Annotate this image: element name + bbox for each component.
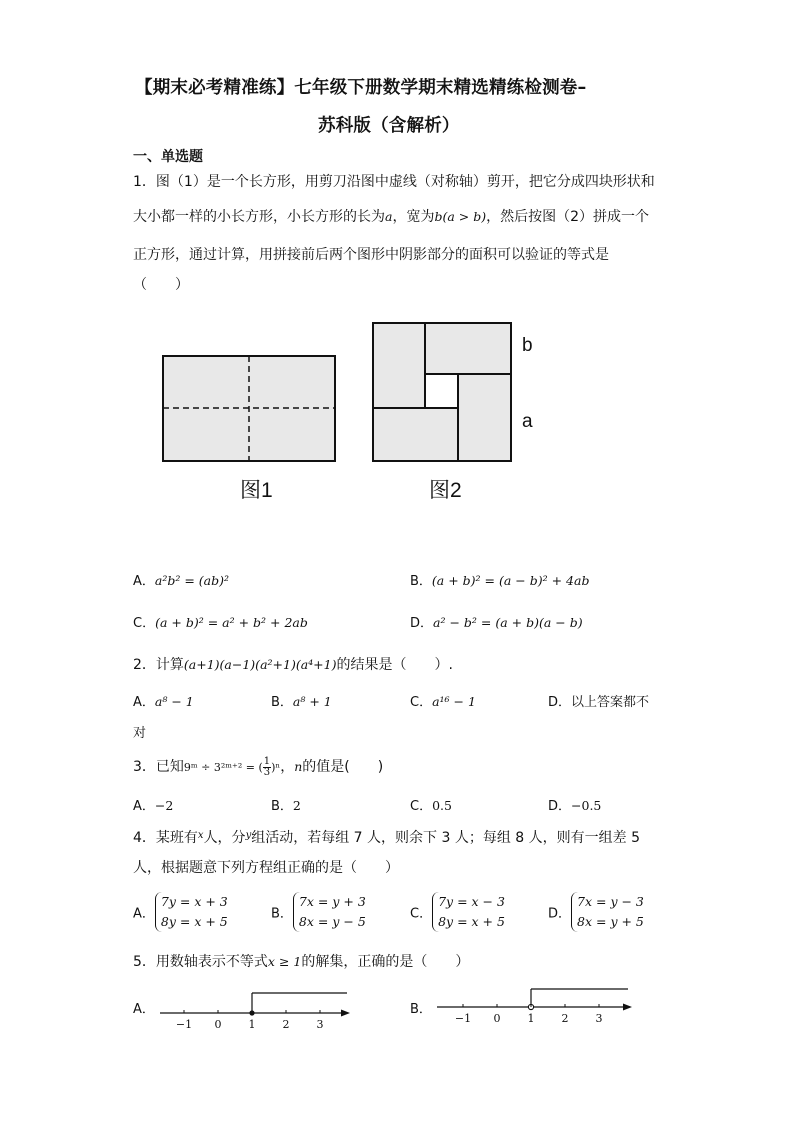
q3-prefix: 3．已知 (133, 759, 184, 775)
q4-option-b-eq1: 7x = y + 3 (298, 894, 366, 909)
number-line-a-tick-label: 3 (316, 1018, 324, 1031)
q5-suffix: 的解集，正确的是（ ） (301, 954, 470, 970)
q1-option-d-label: D． (410, 616, 434, 631)
q4-line-1 (133, 827, 640, 847)
q4-option-a-system (155, 892, 228, 932)
number-line-a-tick-label: −1 (175, 1018, 193, 1031)
q2-option-b-label: B． (271, 695, 293, 710)
q3-option-b-text: 2 (292, 798, 301, 813)
q1-option-a[interactable] (133, 570, 229, 589)
q1-option-a-label: A． (133, 574, 155, 589)
q4-var-x: x (197, 830, 204, 841)
q3-option-b[interactable] (271, 795, 301, 814)
figure-2-center-hole (425, 374, 458, 408)
number-line-b-tick-label: −1 (454, 1012, 472, 1025)
q4-var-y: y (245, 830, 252, 841)
q1-line-3: 正方形，通过计算，用拼接前后两个图形中阴影部分的面积可以验证的等式是 (133, 247, 609, 263)
q4-line-1-a: 4．某班有 (133, 830, 198, 846)
q2-option-d-text: 以上答案都不 (571, 695, 650, 710)
q2-prefix: 2．计算 (133, 657, 184, 673)
figure-2-square (370, 320, 516, 466)
figure-1-rectangle (160, 353, 340, 465)
q4-option-a[interactable] (133, 892, 228, 932)
q4-option-c[interactable] (410, 892, 505, 932)
q3-fraction-denominator: 3 (263, 766, 271, 778)
q4-option-d-eq2: 8x = y + 5 (577, 914, 644, 929)
q5-prefix: 5．用数轴表示不等式 (133, 954, 268, 970)
q2-option-d-label: D． (548, 695, 572, 710)
title-line-1: 【期末必考精准练】七年级下册数学期末精选精练检测卷– (135, 78, 587, 98)
q4-option-d-system (571, 892, 644, 932)
q3-option-d-label: D． (548, 799, 572, 814)
q1-option-d[interactable] (410, 612, 583, 631)
q3-fraction-numerator: 1 (263, 755, 271, 767)
q2-expression: (a+1)(a−1)(a²+1)(a⁴+1) (183, 657, 337, 672)
q4-option-d[interactable] (548, 892, 644, 932)
q1-var-a: a (385, 209, 393, 224)
q4-option-a-label: A． (133, 906, 155, 922)
section-heading: 一、单选题 (133, 149, 203, 165)
number-line-a-tick-label: 1 (248, 1018, 256, 1031)
q1-line-2-a: 大小都一样的小长方形，小长方形的长为 (133, 209, 385, 225)
q1-line-2 (133, 206, 649, 226)
q1-option-b-text: (a + b)² = (a − b)² + 4ab (431, 573, 590, 588)
q3-comma: ， (280, 759, 295, 775)
figure-2-label: 图2 (429, 479, 462, 502)
q3-option-d[interactable] (548, 795, 601, 814)
number-line-b-tick-label: 2 (561, 1012, 569, 1025)
q4-option-c-eq1: 7y = x − 3 (438, 894, 505, 909)
q4-option-b-system (293, 892, 366, 932)
q3-stem (133, 756, 383, 778)
q3-option-d-text: −0.5 (571, 798, 602, 813)
q1-condition: (a > b) (442, 209, 487, 224)
figure-2-label-a: a (522, 411, 533, 432)
q1-option-b-label: B． (410, 574, 432, 589)
q2-option-c-label: C． (410, 695, 433, 710)
q1-option-c[interactable] (133, 612, 308, 631)
q1-option-b[interactable] (410, 570, 589, 589)
number-line-a-tick-label: 0 (214, 1018, 222, 1031)
q3-suffix: 的值是( ) (302, 759, 384, 775)
number-line-a-arrow (341, 1010, 350, 1017)
q4-option-b[interactable] (271, 892, 366, 932)
q5-option-b-label[interactable]: B． (410, 1002, 432, 1017)
q2-option-d-continued: 对 (133, 726, 147, 741)
q5-option-a-label[interactable]: A． (133, 1002, 155, 1017)
figure-2-label-b: b (522, 335, 533, 356)
q2-option-d[interactable] (548, 691, 649, 710)
q2-option-a-text: a⁸ − 1 (154, 694, 194, 709)
q2-stem (133, 654, 453, 674)
q5-inequality: x ≥ 1 (267, 954, 302, 969)
q1-option-c-text: (a + b)² = a² + b² + 2ab (155, 615, 308, 630)
q4-option-d-label: D． (548, 906, 572, 922)
q2-option-b-text: a⁸ + 1 (292, 694, 332, 709)
number-line-b-arrow (623, 1004, 632, 1011)
q3-var-n: n (294, 759, 303, 774)
q4-option-d-eq1: 7x = y − 3 (577, 894, 644, 909)
q4-option-c-eq2: 8y = x + 5 (438, 914, 505, 929)
q1-var-b: b (434, 209, 443, 224)
q3-option-a-label: A． (133, 799, 155, 814)
q4-option-a-eq2: 8y = x + 5 (160, 914, 228, 929)
number-line-b-tick-label: 3 (595, 1012, 603, 1025)
q1-line-2-c: ，然后按图（2）拼成一个 (486, 209, 650, 225)
q4-option-b-label: B． (271, 906, 293, 922)
q4-line-1-c: 组活动，若每组 7 人，则余下 3 人；每组 8 人，则有一组差 5 (251, 830, 640, 846)
q4-line-1-b: 人，分 (203, 830, 246, 846)
q1-option-d-text: a² − b² = (a + b)(a − b) (433, 615, 583, 630)
figure-1-label: 图1 (240, 479, 273, 502)
q3-option-c-label: C． (410, 799, 433, 814)
q3-option-c[interactable] (410, 795, 452, 814)
q1-option-a-text: a²b² = (ab)² (154, 573, 230, 588)
q4-option-b-eq2: 8x = y − 5 (298, 914, 366, 929)
q2-option-b[interactable] (271, 691, 332, 710)
q1-line-2-b: ，宽为 (392, 209, 435, 225)
number-line-b-tick-label: 1 (527, 1012, 535, 1025)
q2-option-a[interactable] (133, 691, 194, 710)
number-line-b-tick-label: 0 (493, 1012, 501, 1025)
q3-expression-end: )ⁿ (271, 761, 281, 774)
q2-option-c-text: a¹⁶ − 1 (432, 694, 476, 709)
q3-fraction (263, 757, 271, 778)
q5-stem (133, 951, 469, 971)
q5-option-b-number-line[interactable] (432, 980, 637, 1030)
q5-option-a-number-line[interactable] (155, 988, 355, 1036)
title-line-2: 苏科版（含解析） (318, 116, 460, 136)
q1-line-1: 1．图（1）是一个长方形，用剪刀沿图中虚线（对称轴）剪开，把它分成四块形状和 (133, 174, 655, 190)
q2-option-c[interactable] (410, 691, 476, 710)
q2-option-a-label: A． (133, 695, 155, 710)
q4-line-2: 人，根据题意下列方程组正确的是（ ） (133, 860, 399, 876)
q3-option-b-label: B． (271, 799, 293, 814)
q3-option-c-text: 0.5 (432, 798, 452, 813)
q2-suffix: 的结果是（ ）. (336, 657, 453, 673)
q4-option-c-system (432, 892, 505, 932)
q3-option-a-text: −2 (154, 798, 174, 813)
q1-option-c-label: C． (133, 616, 156, 631)
q3-option-a[interactable] (133, 795, 173, 814)
number-line-a-tick-label: 2 (282, 1018, 290, 1031)
q3-expression: 9ᵐ ÷ 3²ᵐ⁺² = ( (183, 761, 263, 774)
q4-option-a-eq1: 7y = x + 3 (160, 894, 228, 909)
q1-answer-paren: （ ） (133, 277, 189, 293)
q4-option-c-label: C． (410, 906, 433, 922)
